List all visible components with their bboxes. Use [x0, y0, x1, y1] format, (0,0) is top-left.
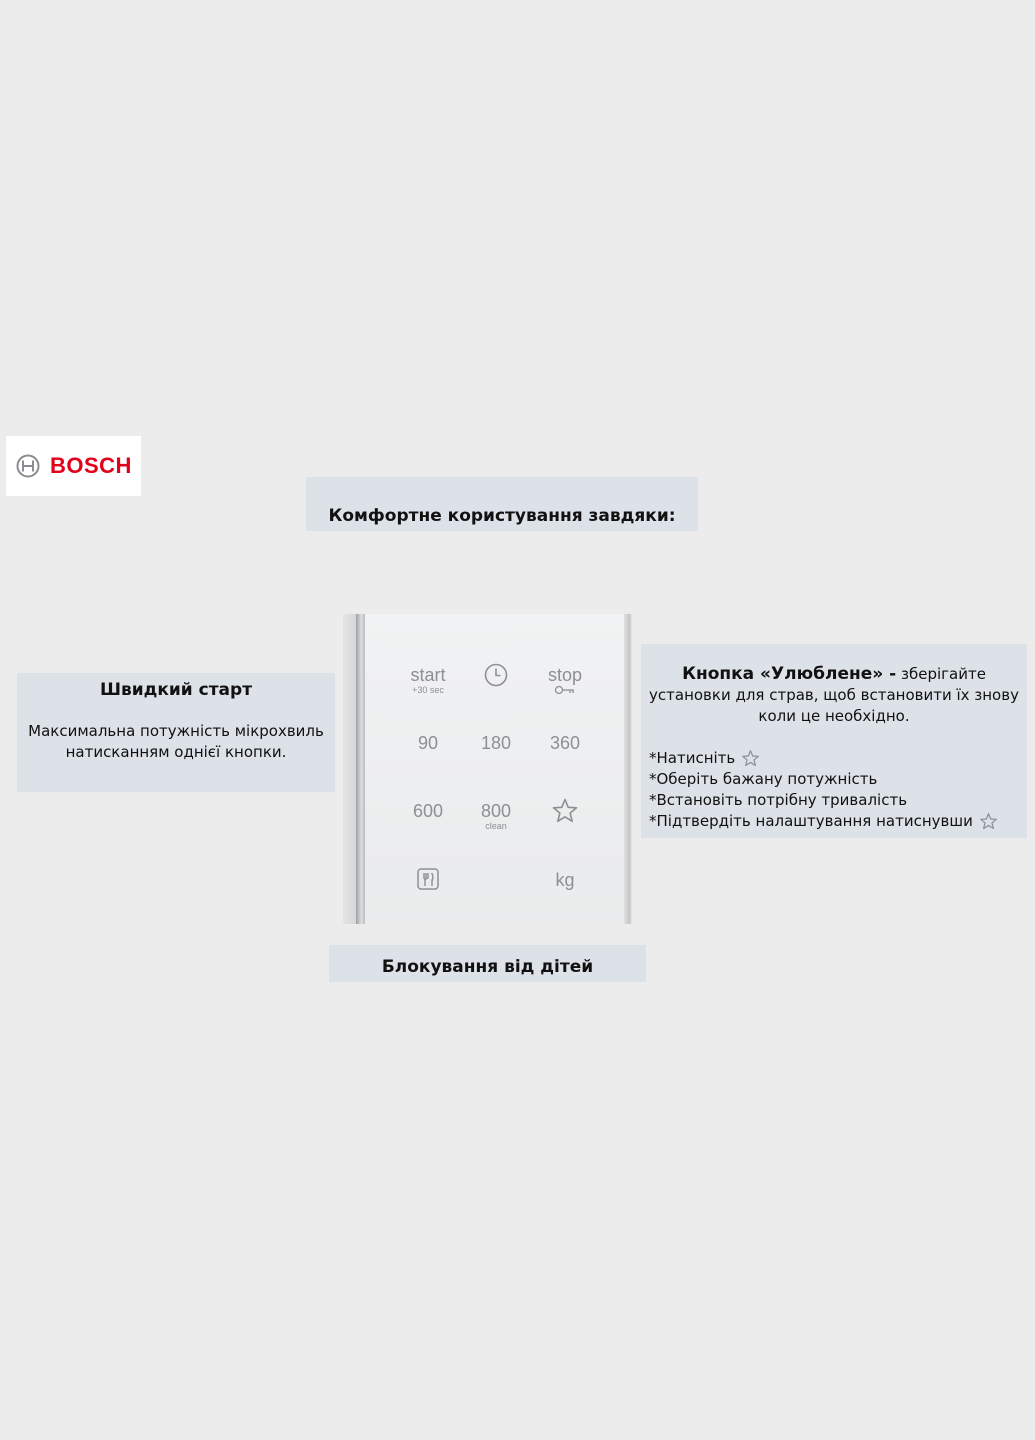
start-key — [398, 665, 458, 705]
page-title: Комфортне користування завдяки: — [328, 506, 676, 526]
favorite-step-text: *Натисніть — [649, 749, 736, 767]
favorite-step-text: *Підтвердіть налаштування натиснувши — [649, 812, 973, 830]
stop-key-label: stop — [547, 665, 583, 685]
control-panel-photo — [343, 614, 632, 924]
favorite-description: зберігайте установки для страв, щоб встановити їх знову коли це необхідно. — [649, 665, 1019, 725]
power-180-key — [466, 733, 526, 773]
power-360-key — [535, 733, 595, 773]
power-600-key — [398, 801, 458, 841]
quick-start-description: Максимальна потужність мікрохвиль натисканням однієї кнопки. — [28, 722, 324, 761]
star-icon — [979, 812, 998, 831]
favorite-callout — [641, 644, 1027, 838]
quick-start-heading: Швидкий старт — [99, 680, 253, 700]
auto-program-key — [398, 867, 458, 907]
power-90-label: 90 — [417, 733, 439, 753]
weight-key-label: kg — [555, 870, 575, 890]
brand-logo — [6, 436, 141, 496]
favorite-steps — [649, 748, 1027, 832]
panel-edge — [624, 614, 632, 924]
key-icon — [554, 685, 576, 695]
panel-edge — [356, 614, 365, 924]
brand-name: BOSCH — [50, 453, 132, 478]
power-600-label: 600 — [412, 801, 444, 821]
power-180-label: 180 — [480, 733, 512, 753]
cutlery-icon — [416, 867, 440, 891]
favorite-key — [535, 797, 595, 837]
start-key-sublabel: +30 sec — [412, 685, 444, 695]
child-lock-label: Блокування від дітей — [381, 957, 594, 977]
favorite-step-text: *Оберіть бажану потужність — [649, 770, 878, 788]
star-icon — [551, 797, 579, 825]
quick-start-callout — [17, 673, 335, 792]
timer-key — [466, 662, 526, 702]
power-800-sublabel: clean — [485, 821, 507, 831]
power-800-label: 800 — [480, 801, 512, 821]
child-lock-callout — [329, 945, 646, 982]
favorite-step — [649, 748, 1027, 769]
favorite-step — [649, 790, 1027, 811]
power-800-key — [466, 801, 526, 841]
favorite-step-text: *Встановіть потрібну тривалість — [649, 791, 908, 809]
panel-edge — [343, 614, 356, 924]
power-90-key — [398, 733, 458, 773]
star-icon — [741, 749, 760, 768]
stop-key — [535, 665, 595, 705]
page-title-box — [306, 477, 698, 531]
clock-icon — [483, 662, 509, 688]
start-key-label: start — [410, 665, 446, 685]
weight-key — [535, 870, 595, 910]
favorite-intro — [649, 664, 1019, 727]
bosch-armature-icon — [16, 454, 40, 478]
favorite-step — [649, 811, 1027, 832]
favorite-step — [649, 769, 1027, 790]
power-360-label: 360 — [549, 733, 581, 753]
favorite-heading: Кнопка «Улюблене» - — [682, 664, 897, 684]
